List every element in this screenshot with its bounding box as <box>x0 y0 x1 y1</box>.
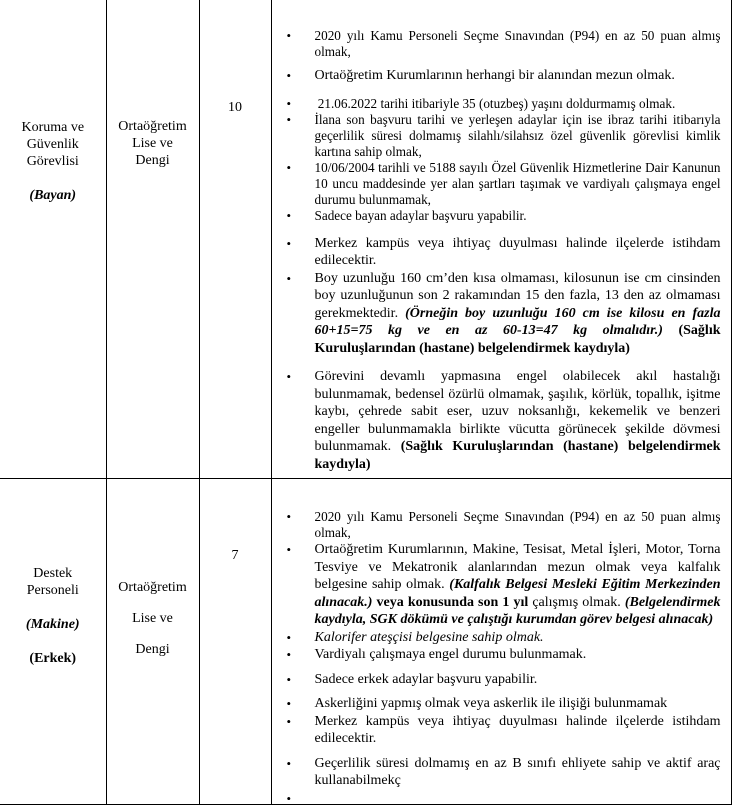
requirements-list <box>272 0 731 473</box>
position-note: (Bayan) <box>29 188 77 203</box>
list-item: • 10/06/2004 tarihli ve 5188 sayılı Özel Güvenlik Hizmetlerine Dair Kanunun 10 uncu maddesinde yer alan şartları taşımak ve vardiyalı çalışmaya engel durumu bulunmamak, <box>286 159 721 207</box>
position-line: Destek <box>33 566 73 581</box>
position-count: 7 <box>231 548 239 563</box>
education-line: Lise ve <box>132 136 173 151</box>
position-cell <box>0 0 106 479</box>
list-item: • İlana son başvuru tarihi ve yerleşen adaylar için ise ibraz tarihi itibarıyla geçerlilik süresi dolmamış silahlı/silahsız özel güvenlik görevlisi kimlik kartına sahip olmak, <box>286 111 721 159</box>
position-line: Görevlisi <box>26 154 79 169</box>
list-item: • Geçerlilik süresi dolmamış en az B sınıfı ehliyete sahip ve aktif araç kullanabilmekç <box>286 755 721 788</box>
list-item: • Askerliğini yapmış olmak veya askerlik ile ilişiği bulunmamak <box>286 696 668 711</box>
table-row <box>0 479 731 805</box>
count-cell <box>199 0 271 479</box>
list-item: • Vardiyalı çalışmaya engel durumu bulunmamak. <box>286 647 587 662</box>
education-line: Ortaöğretim <box>118 580 187 595</box>
list-item: • Ortaöğretim Kurumlarının herhangi bir alanından mezun olmak. <box>286 68 675 83</box>
list-item: • Ortaöğretim Kurumlarının, Makine, Tesisat, Metal İşleri, Motor, Torna Tesviye ve Mekatronik alanlarından mezun olmak veya kalfalık belgesine sahip olmak. (Kalfalık Belgesi Mesleki Eğitim Merkezinden alınacak.) veya konusunda son 1 yıl çalışmış olmak. (Belgelendirmek kaydıyla, SGK dökümü ve çalıştığı kurumdan görev belgesi alınacak) <box>286 542 721 627</box>
list-item: • Sadece erkek adaylar başvuru yapabilir. <box>286 671 538 687</box>
education-cell <box>106 0 199 479</box>
position-count: 10 <box>228 100 242 115</box>
position-cell <box>0 479 106 805</box>
list-item: • Boy uzunluğu 160 cm’den kısa olmaması, kilosunun ise cm cinsinden boy uzunluğunun son 2 rakamından 15 den fazla, 13 den az olmaması gerekmektedir. (Örneğin boy uzunluğu 160 cm ise kilosu en fazla 60+15=75 kg ve en az 60-13=47 kg olmalıdır.) (Sağlık Kuruluşlarından (hastane) belgelendirmek kaydıyla) <box>286 270 721 356</box>
list-item: • Kalorifer ateşçisi belgesine sahip olmak. <box>286 629 544 645</box>
position-note: (Erkek) <box>29 651 77 666</box>
education-line: Dengi <box>135 642 170 657</box>
requirements-list: • 2020 yılı Kamu Personeli Seçme Sınavından (P94) en az 50 puan almış olmak, • Ortaöğretim Kurumlarının, Makine, Tesisat, Metal İşleri, Motor, Torna Tesviye ve Mekatronik alanlarından mezun olmak veya kalfalık belgesine sahip olmak. (Kalfalık Belgesi Mesleki Eğitim Merkezinden alınacak.) veya konusunda son 1 yıl çalışmış olmak. (Belgelendirmek kaydıyla, SGK dökümü ve çalıştığı kurumdan görev belgesi alınacak) • Kalorifer ateşçisi belgesine sahip olmak. • Vardiyalı çalışmaya engel durumu bulunmamak. • Sadece erkek adaylar başvuru yapabilir. • Askerliğini yapmış olmak veya askerlik ile ilişiği bulunmamak • Merkez kampüs veya ihtiyaç duyulması halinde ilçelerde istihdam edilecektir. • Geçerlilik süresi dolmamış en az B sınıfı ehliyete sahip ve aktif araç kullanabilmekç • <box>272 479 731 790</box>
position-line: Koruma ve <box>21 120 85 135</box>
education-cell <box>106 479 199 805</box>
list-item: • 2020 yılı Kamu Personeli Seçme Sınavından (P94) en az 50 puan almış olmak, <box>286 28 721 59</box>
list-item: • Merkez kampüs veya ihtiyaç duyulması halinde ilçelerde istihdam edilecektir. <box>286 713 721 746</box>
position-note: (Makine) <box>25 617 80 632</box>
requirements-cell <box>271 479 731 805</box>
count-cell <box>199 479 271 805</box>
list-item: • Merkez kampüs veya ihtiyaç duyulması halinde ilçelerde istihdam edilecektir. <box>286 235 721 268</box>
position-line: Güvenlik <box>26 137 79 152</box>
requirements-cell <box>271 0 731 479</box>
list-item: • 2020 yılı Kamu Personeli Seçme Sınavından (P94) en az 50 puan almış olmak, <box>286 509 721 540</box>
list-item: • Görevini devamlı yapmasına engel olabilecek akıl hastalığı bulunmamak, bedensel özürlü olmamak, şaşılık, körlük, topallık, işitme kaybı, çehrede sabit eser, uzuv noksanlığı, kekemelik ve benzeri engeller bulunmamakla birlikte vücutta görünecek şekilde dövmesi bulunmamak. (Sağlık Kuruluşlarından (hastane) belgelendirmek kaydıyla) <box>286 369 721 472</box>
education-line: Dengi <box>135 153 170 168</box>
list-item: • Sadece bayan adaylar başvuru yapabilir. <box>286 207 527 223</box>
education-line: Lise ve <box>132 611 173 626</box>
position-line: Personeli <box>26 583 79 598</box>
list-item: • 21.06.2022 tarihi itibariyle 35 (otuzbeş) yaşını doldurmamış olmak. <box>286 95 676 111</box>
education-line: Ortaöğretim <box>118 119 187 134</box>
